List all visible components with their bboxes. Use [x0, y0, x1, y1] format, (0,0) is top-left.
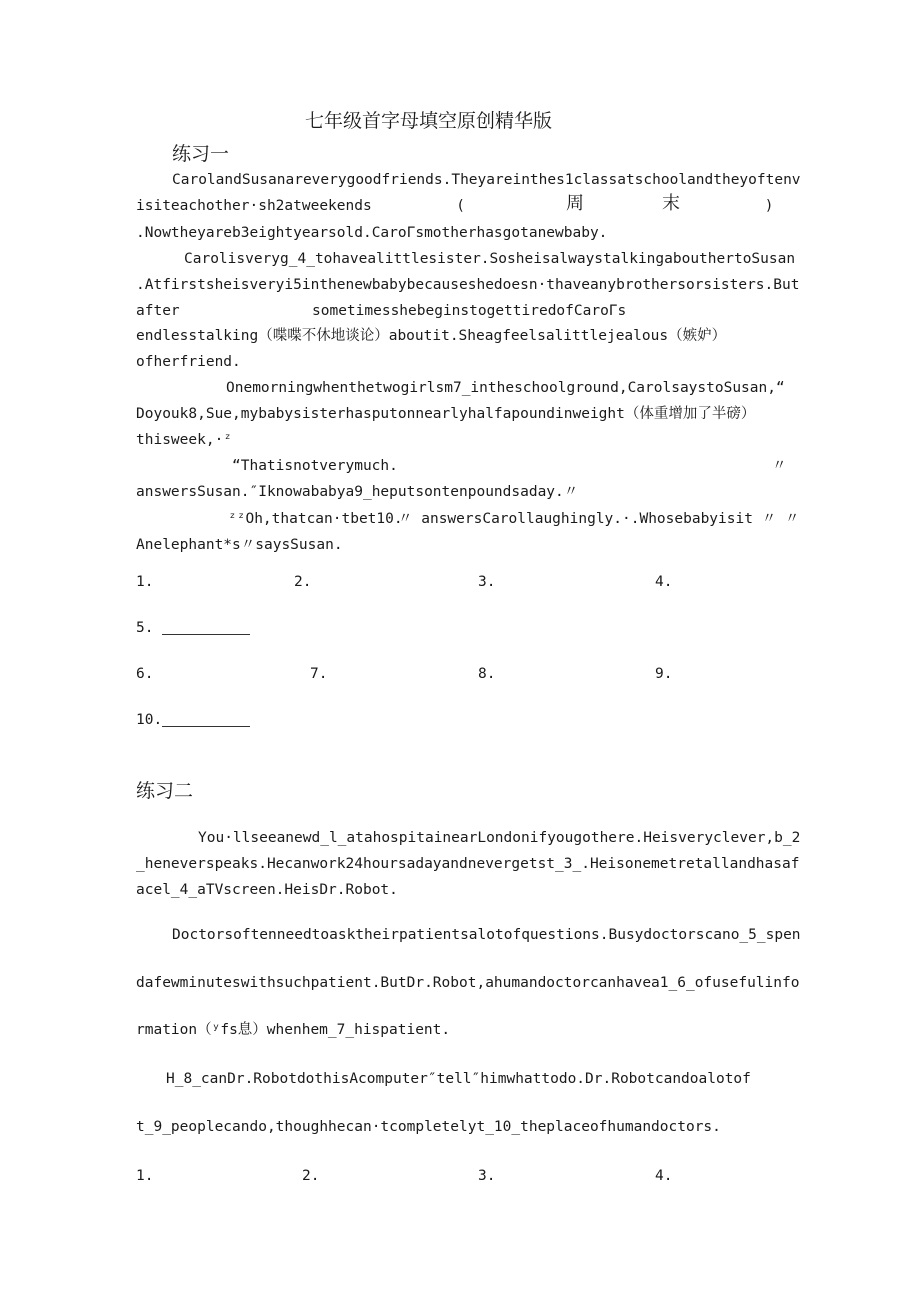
ex1-answer-blank-5[interactable] [162, 620, 250, 635]
ex1-line-13: answersSusan.″Iknowababya9_heputsontenpoundsaday.〃 [136, 484, 579, 500]
ex1-line-10: Doyouk8,Sue,mybabysisterhasputonnearlyhalfapoundinweight（体重增加了半磅） [136, 406, 756, 422]
ex1-line-7: endlesstalking（喋喋不休地谈论）aboutit.Sheagfeelsalittlejealous（嫉妒） [136, 328, 727, 344]
ex1-answer-label-10: 10. [136, 712, 163, 728]
ex2-answer-label-1: 1. [136, 1168, 154, 1184]
ex2-line-7: H_8_canDr.RobotdothisAcomputer″tell″himwhattodo.Dr.Robotcandoalotof [166, 1071, 751, 1087]
ex1-paren-open: ( [458, 198, 464, 214]
ex2-line-4: Doctorsoftenneedtoasktheirpatientsalotofquestions.Busydoctorscano_5_spen [172, 927, 801, 943]
ex2-line-3: acel_4_aTVscreen.HeisDr.Robot. [136, 882, 398, 898]
ex1-answer-label-3: 3. [478, 574, 496, 590]
ex1-answer-label-9: 9. [655, 666, 673, 682]
ex1-line-14b: 〃 answersCarollaughingly.·.Whosebabyisit 〃 〃 [398, 511, 800, 527]
ex1-line-6a: after [136, 303, 180, 319]
ex1-answer-label-5: 5. [136, 620, 154, 636]
ex1-answer-label-6: 6. [136, 666, 154, 682]
ex1-paren-close: ) [766, 198, 772, 214]
ex2-line-2: _heneverspeaks.Hecanwork24hoursadayandnevergetst_3_.Heisonemetretallandhasaf [136, 856, 800, 872]
ex1-line-1: CarolandSusanareverygoodfriends.Theyareinthes1classatschoolandtheyoftenv [172, 172, 801, 188]
ex1-answer-label-8: 8. [478, 666, 496, 682]
ex1-line-3: .Nowtheyareb3eightyearsold.CaroΓsmotherhasgotanewbaby. [136, 225, 608, 241]
ex2-line-8: t_9_peoplecando,thoughhecan·tcompletelyt_10_theplaceofhumandoctors. [136, 1119, 721, 1135]
ex1-line-4: Carolisveryg_4_tohavealittlesister.SosheisalwaystalkingabouthertoSusan [184, 251, 796, 267]
ex2-line-1: You·llseeanewd_l_atahospitainearLondonifyougothere.Heisveryclever,b_2 [198, 830, 801, 846]
ex1-line-9: Onemorningwhenthetwogirlsm7_intheschoolground,CarolsaystoSusan,“ [226, 380, 785, 396]
exercise2-heading: 练习二 [136, 780, 194, 802]
ex1-answer-blank-10[interactable] [162, 712, 250, 727]
ex1-line-2: isiteachother·sh2atweekends [136, 198, 372, 214]
ex2-answer-label-2: 2. [302, 1168, 320, 1184]
ex1-line-15: Anelephant*s〃saysSusan. [136, 537, 343, 553]
ex1-line-5: .Atfirstsheisveryi5inthenewbabybecauseshedoesn·thaveanybrothersorsisters.But [136, 277, 800, 293]
ex1-answer-label-1: 1. [136, 574, 154, 590]
ex1-answer-label-2: 2. [294, 574, 312, 590]
ex2-line-5: dafewminuteswithsuchpatient.ButDr.Robot,ahumandoctorcanhavea1_6_ofusefulinfo [136, 975, 800, 991]
ex1-line-6b: sometimesshebeginstogettiredofCaroΓs [312, 303, 627, 319]
ex1-line-12b: 〃 [772, 458, 787, 474]
ex1-zhou: 周 [566, 193, 584, 214]
ex2-line-6: rmation（ʸfs息）whenhem_7_hispatient. [136, 1022, 451, 1038]
ex1-answer-label-7: 7. [310, 666, 328, 682]
ex2-answer-label-4: 4. [655, 1168, 673, 1184]
ex1-line-11: thisweek,·ᶻ [136, 432, 233, 448]
page-title: 七年级首字母填空原创精华版 [305, 110, 553, 132]
ex1-line-12a: “Thatisnotverymuch. [232, 458, 398, 474]
ex1-answer-label-4: 4. [655, 574, 673, 590]
ex1-line-14a: ᶻᶻOh,thatcan·tbet10. [228, 511, 403, 527]
ex1-mo: 末 [662, 193, 680, 214]
ex2-answer-label-3: 3. [478, 1168, 496, 1184]
ex1-line-8: ofherfriend. [136, 354, 241, 370]
exercise1-heading: 练习一 [172, 143, 230, 165]
